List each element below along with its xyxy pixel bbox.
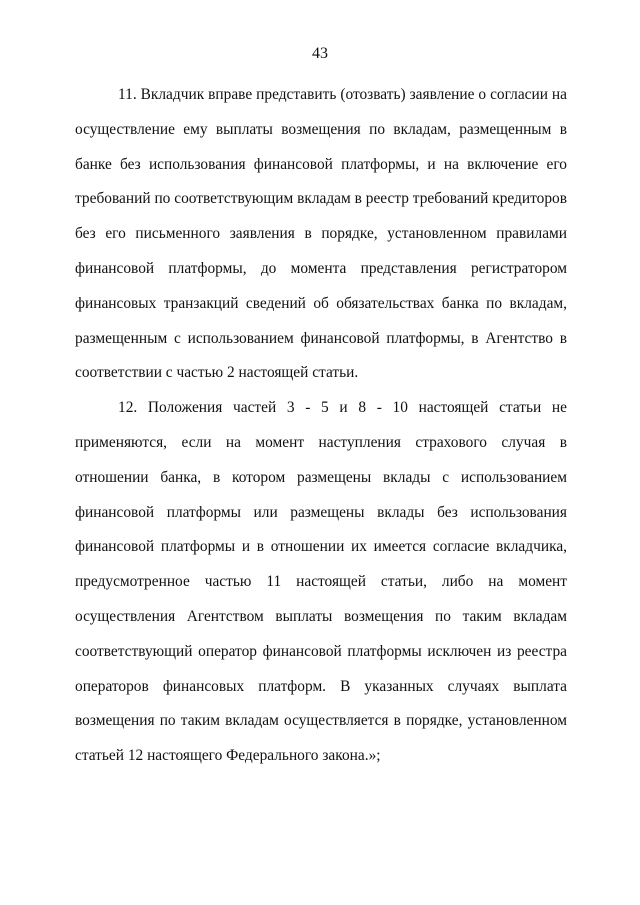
- page-number: 43: [312, 45, 328, 62]
- paragraph-11: 11. Вкладчик вправе представить (отозвать) заявление о согласии на осуществление ему выплаты возмещения по вкладам, размещенным в банке без использования финансовой платформы, и на включение его требований по соответствующим вкладам в реестр требований кредиторов без его письменного заявления в порядке, установленном правилами финансовой платформы, до момента представления регистратором финансовых транзакций сведений об обязательствах банка по вкладам, размещенным с использованием финансовой платформы, в Агентство в соответствии с частью 2 настоящей статьи.: [75, 86, 567, 382]
- paragraph-12: 12. Положения частей 3 - 5 и 8 - 10 настоящей статьи не применяются, если на момент наступления страхового случая в отношении банка, в котором размещены вклады с использованием финансовой платформы или размещены вклады без использования финансовой платформы и в отношении их имеется согласие вкладчика, предусмотренное частью 11 настоящей статьи, либо на момент осуществления Агентством выплаты возмещения по таким вкладам соответствующий оператор финансовой платформы исключен из реестра операторов финансовых платформ. В указанных случаях выплата возмещения по таким вкладам осуществляется в порядке, установленном статьей 12 настоящего Федерального закона.»;: [75, 399, 567, 765]
- document-body: [75, 78, 567, 774]
